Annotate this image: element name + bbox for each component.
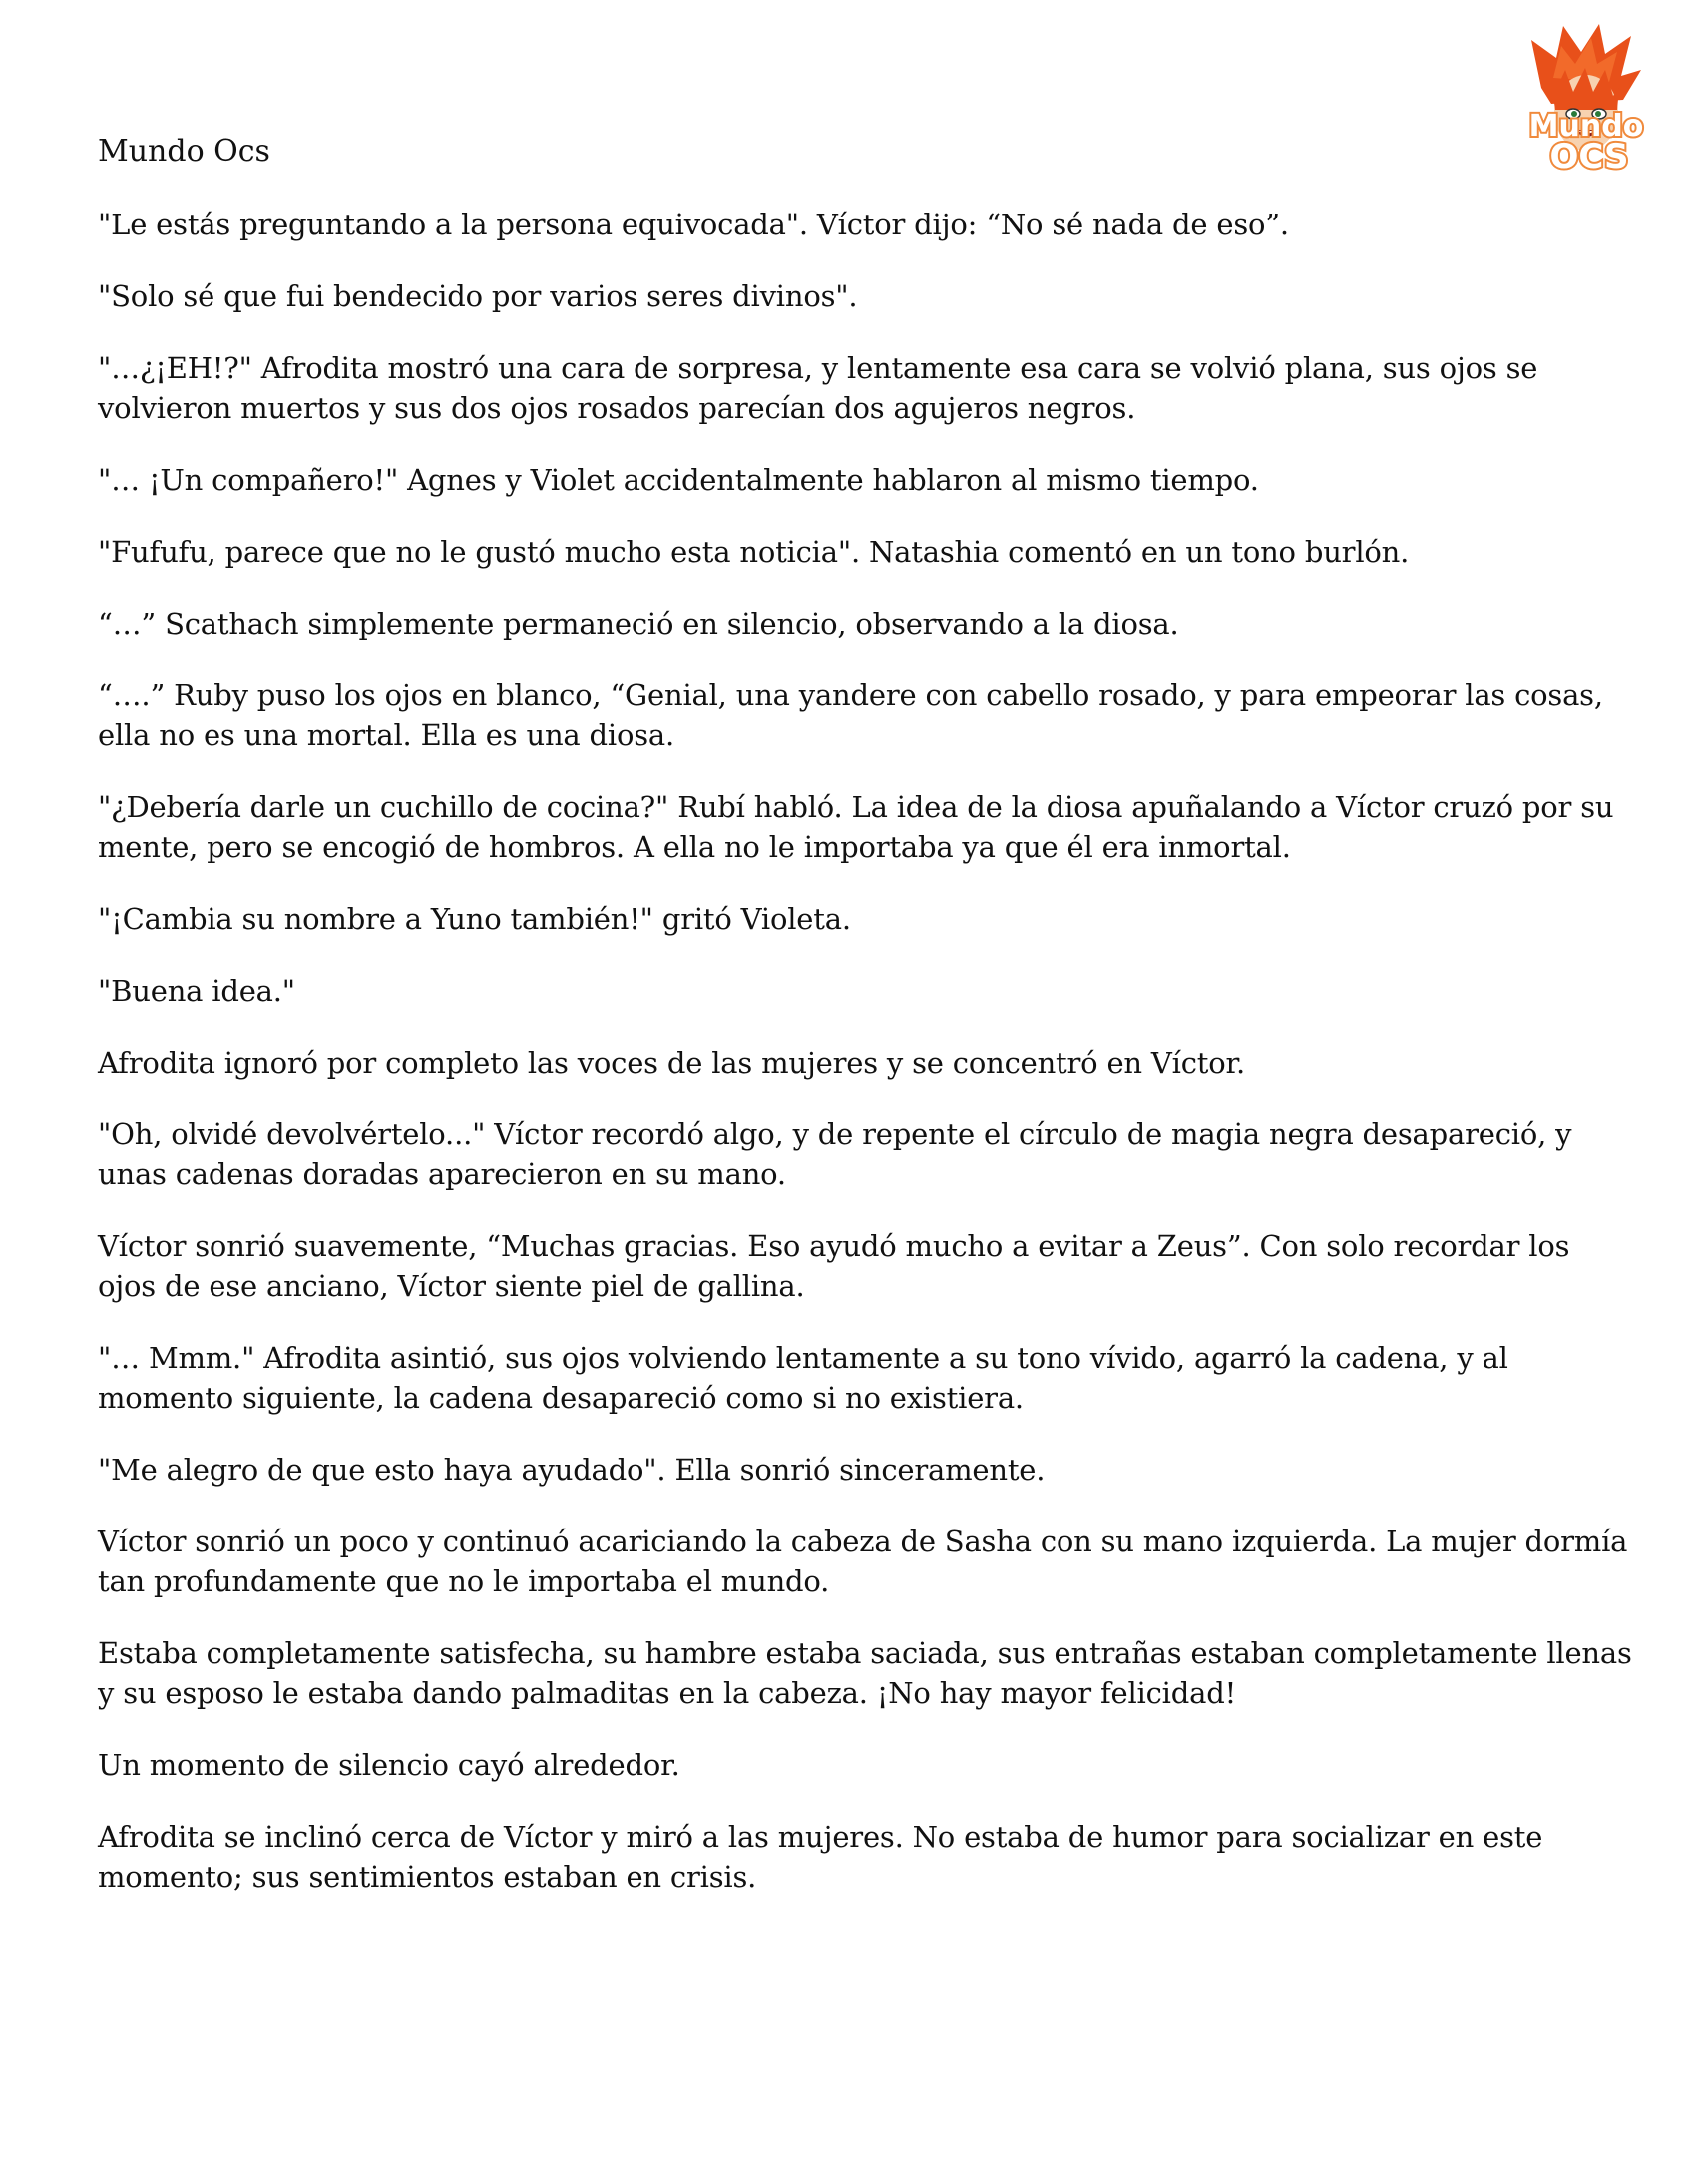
paragraph: "Fufufu, parece que no le gustó mucho esta noticia". Natashia comentó en un tono burlón. xyxy=(98,535,1410,569)
mundo-ocs-logo xyxy=(1501,18,1671,188)
paragraph: Afrodita se inclinó cerca de Víctor y miró a las mujeres. No estaba de humor para socializar en este momento; sus sentimientos estaban en crisis. xyxy=(98,1820,1543,1894)
paragraph: "Solo sé que fui bendecido por varios seres divinos". xyxy=(98,279,858,313)
paragraph: "¿Debería darle un cuchillo de cocina?" Rubí habló. La idea de la diosa apuñalando a Víctor cruzó por su mente, pero se encogió de hombros. A ella no le importaba ya que él era inmortal. xyxy=(98,790,1614,864)
paragraph: Víctor sonrió suavemente, “Muchas gracias. Eso ayudó mucho a evitar a Zeus”. Con solo recordar los ojos de ese anciano, Víctor siente piel de gallina. xyxy=(98,1229,1570,1303)
paragraph: “…” Scathach simplemente permaneció en silencio, observando a la diosa. xyxy=(98,607,1179,641)
document-body xyxy=(98,205,1634,1929)
svg-text:Mundo: Mundo xyxy=(1528,109,1644,144)
paragraph: “….” Ruby puso los ojos en blanco, “Genial, una yandere con cabello rosado, y para empeorar las cosas, ella no es una mortal. Ella es una diosa. xyxy=(98,678,1603,752)
paragraph: "… Mmm." Afrodita asintió, sus ojos volviendo lentamente a su tono vívido, agarró la cadena, y al momento siguiente, la cadena desapareció como si no existiera. xyxy=(98,1341,1508,1415)
paragraph: Estaba completamente satisfecha, su hambre estaba saciada, sus entrañas estaban completamente llenas y su esposo le estaba dando palmaditas en la cabeza. ¡No hay mayor felicidad! xyxy=(98,1636,1632,1710)
mascot-logo-icon xyxy=(1501,18,1671,188)
paragraph: "Me alegro de que esto haya ayudado". Ella sonrió sinceramente. xyxy=(98,1453,1046,1487)
paragraph: "¡Cambia su nombre a Yuno también!" gritó Violeta. xyxy=(98,902,851,936)
paragraph: "Oh, olvidé devolvértelo..." Víctor recordó algo, y de repente el círculo de magia negra desapareció, y unas cadenas doradas aparecieron en su mano. xyxy=(98,1117,1572,1191)
paragraph: Afrodita ignoró por completo las voces de las mujeres y se concentró en Víctor. xyxy=(98,1046,1245,1080)
paragraph: "Buena idea." xyxy=(98,974,295,1008)
paragraph: "…¿¡EH!?" Afrodita mostró una cara de sorpresa, y lentamente esa cara se volvió plana, sus ojos se volvieron muertos y sus dos ojos rosados parecían dos agujeros negros. xyxy=(98,351,1538,425)
paragraph: Víctor sonrió un poco y continuó acariciando la cabeza de Sasha con su mano izquierda. La mujer dormía tan profundamente que no le importaba el mundo. xyxy=(98,1525,1628,1598)
document-title: Mundo Ocs xyxy=(98,134,270,169)
paragraph: "Le estás preguntando a la persona equivocada". Víctor dijo: “No sé nada de eso”. xyxy=(98,208,1289,241)
paragraph: Un momento de silencio cayó alrededor. xyxy=(98,1748,680,1782)
svg-text:OCS: OCS xyxy=(1549,137,1629,177)
paragraph: "… ¡Un compañero!" Agnes y Violet accidentalmente hablaron al mismo tiempo. xyxy=(98,463,1259,497)
